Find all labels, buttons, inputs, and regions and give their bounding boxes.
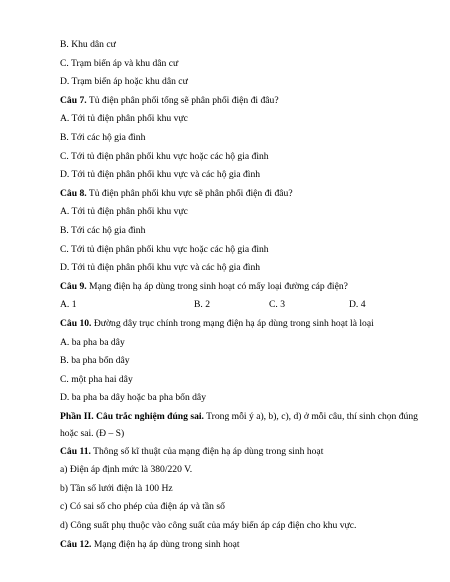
question-label: Câu 8. xyxy=(60,187,87,199)
statement-d: d) Công suất phụ thuộc vào công suất của máy biến áp cáp điện cho khu vực. xyxy=(60,520,357,532)
option-a: A. Tới tủ điện phân phối khu vực xyxy=(60,206,188,218)
question-label: Câu 12. xyxy=(60,538,92,550)
section-heading-part-2 xyxy=(60,408,420,443)
option-c: C. Tới tủ điện phân phối khu vực hoặc các hộ gia đình xyxy=(60,150,269,162)
question-label: Câu 9. xyxy=(60,280,87,292)
option-b: B. Tới các hộ gia đình xyxy=(60,131,146,143)
option-b: B. ba pha bốn dây xyxy=(60,355,130,367)
option-c: C. 3 xyxy=(269,299,285,311)
option-c: C. Tới tủ điện phân phối khu vực hoặc các hộ gia đình xyxy=(60,243,269,255)
question-label: Câu 10. xyxy=(60,317,92,329)
question-text: Mạng điện hạ áp dùng trong sinh hoạt xyxy=(91,538,240,550)
option-d: D. ba pha ba dây hoặc ba pha bốn dây xyxy=(60,392,206,404)
option-a: A. 1 xyxy=(60,299,77,311)
option-d: D. 4 xyxy=(349,299,366,311)
option-d: D. Trạm biến áp hoặc khu dân cư xyxy=(60,76,188,88)
option-d: D. Tới tủ điện phân phối khu vực và các hộ gia đình xyxy=(60,169,261,181)
option-b: B. Tới các hộ gia đình xyxy=(60,224,146,236)
option-b: B. Khu dân cư xyxy=(60,39,116,50)
question-10 xyxy=(60,315,420,334)
question-text: Tủ điện phân phối tổng sẽ phân phối điện đi đâu? xyxy=(86,94,279,106)
question-text: Mạng điện hạ áp dùng trong sinh hoạt có mấy loại đường cáp điện? xyxy=(86,280,348,292)
options-row xyxy=(60,296,420,315)
question-text: Thông số kĩ thuật của mạng điện hạ áp dùng trong sinh hoạt xyxy=(90,445,324,457)
section-instruction: Trong mỗi ý a), b), c), d) ở mỗi câu, thí sinh chọn đúng hoặc sai. (Đ – S) xyxy=(60,410,418,440)
question-label: Câu 11. xyxy=(60,445,91,457)
question-8 xyxy=(60,185,420,204)
document-page xyxy=(60,36,420,554)
option-d: D. Tới tủ điện phân phối khu vực và các hộ gia đình xyxy=(60,262,261,274)
question-11 xyxy=(60,443,420,462)
question-9 xyxy=(60,278,420,297)
option-b: B. 2 xyxy=(194,299,210,311)
statement-c: c) Có sai số cho phép của điện áp và tần số xyxy=(60,501,225,513)
question-label: Câu 7. xyxy=(60,94,87,106)
section-label: Phần II. Câu trắc nghiệm đúng sai. xyxy=(60,410,204,422)
statement-a: a) Điện áp định mức là 380/220 V. xyxy=(60,464,193,476)
option-a: A. Tới tủ điện phân phối khu vực xyxy=(60,113,188,125)
question-12 xyxy=(60,536,420,555)
question-7 xyxy=(60,92,420,111)
option-c: C. Trạm biến áp và khu dân cư xyxy=(60,57,179,69)
option-c: C. một pha hai dây xyxy=(60,373,133,385)
question-text: Tủ điện phân phối khu vực sẽ phân phối điện đi đâu? xyxy=(86,187,293,199)
statement-b: b) Tần số lưới điện là 100 Hz xyxy=(60,482,173,494)
question-text: Đường dây trục chính trong mạng điện hạ áp dùng trong sinh hoạt là loại xyxy=(91,317,374,329)
option-a: A. ba pha ba dây xyxy=(60,336,125,348)
